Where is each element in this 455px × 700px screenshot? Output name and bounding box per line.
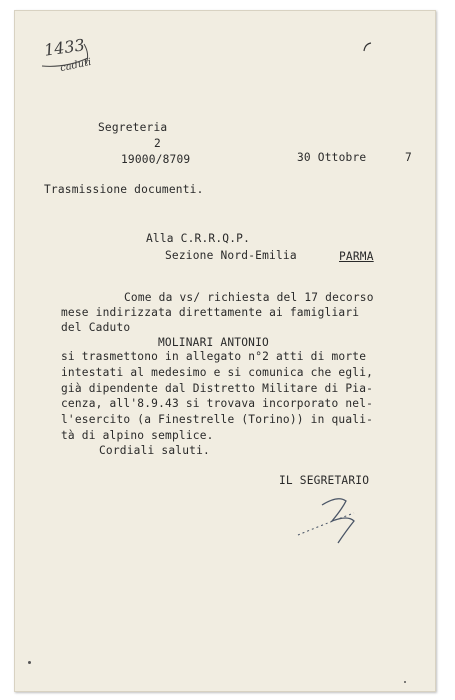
letter-date-suffix: 7 [405, 151, 412, 164]
subject-line: Trasmissione documenti. [44, 183, 204, 196]
corner-mark [360, 40, 374, 54]
body-line-2: mese indirizzata direttamente ai famigliari [61, 306, 360, 319]
recipient-line-2: Sezione Nord-Emilia [165, 249, 297, 262]
protocol-number: 19000/8709 [121, 153, 191, 166]
body-line-8: cenza, all'8.9.43 si trovava incorporato nel- [61, 397, 374, 410]
paper-speck [404, 681, 406, 683]
office-sub: 2 [154, 137, 161, 150]
office-label: Segreteria [98, 121, 168, 134]
body-line-6: intestati al medesimo e si comunica che egli, [61, 366, 374, 379]
body-line-5: si trasmettono in allegato n°2 atti di morte [61, 350, 367, 363]
recipient-city: PARMA [339, 250, 374, 263]
body-line-7: già dipendente dal Distretto Militare di Pia- [61, 382, 374, 395]
handwritten-underline [36, 38, 96, 78]
letter-date: 30 Ottobre [297, 151, 367, 164]
body-line-10: tà di alpino semplice. [61, 429, 214, 442]
body-line-1: Come da vs/ richiesta del 17 decorso [124, 291, 374, 304]
fallen-soldier-name: MOLINARI ANTONIO [158, 336, 269, 349]
body-line-3: del Caduto [61, 321, 131, 334]
handwritten-number: 1433 [42, 35, 86, 60]
signature-title: IL SEGRETARIO [279, 474, 370, 487]
body-line-9: l'esercito (a Finestrelle (Torino)) in quali- [61, 413, 374, 426]
recipient-line-1: Alla C.R.R.Q.P. [146, 232, 251, 245]
handwritten-signature [292, 487, 382, 547]
handwritten-note: caduti [59, 56, 93, 75]
closing-salutation: Cordiali saluti. [99, 444, 210, 457]
paper-speck [28, 661, 31, 664]
